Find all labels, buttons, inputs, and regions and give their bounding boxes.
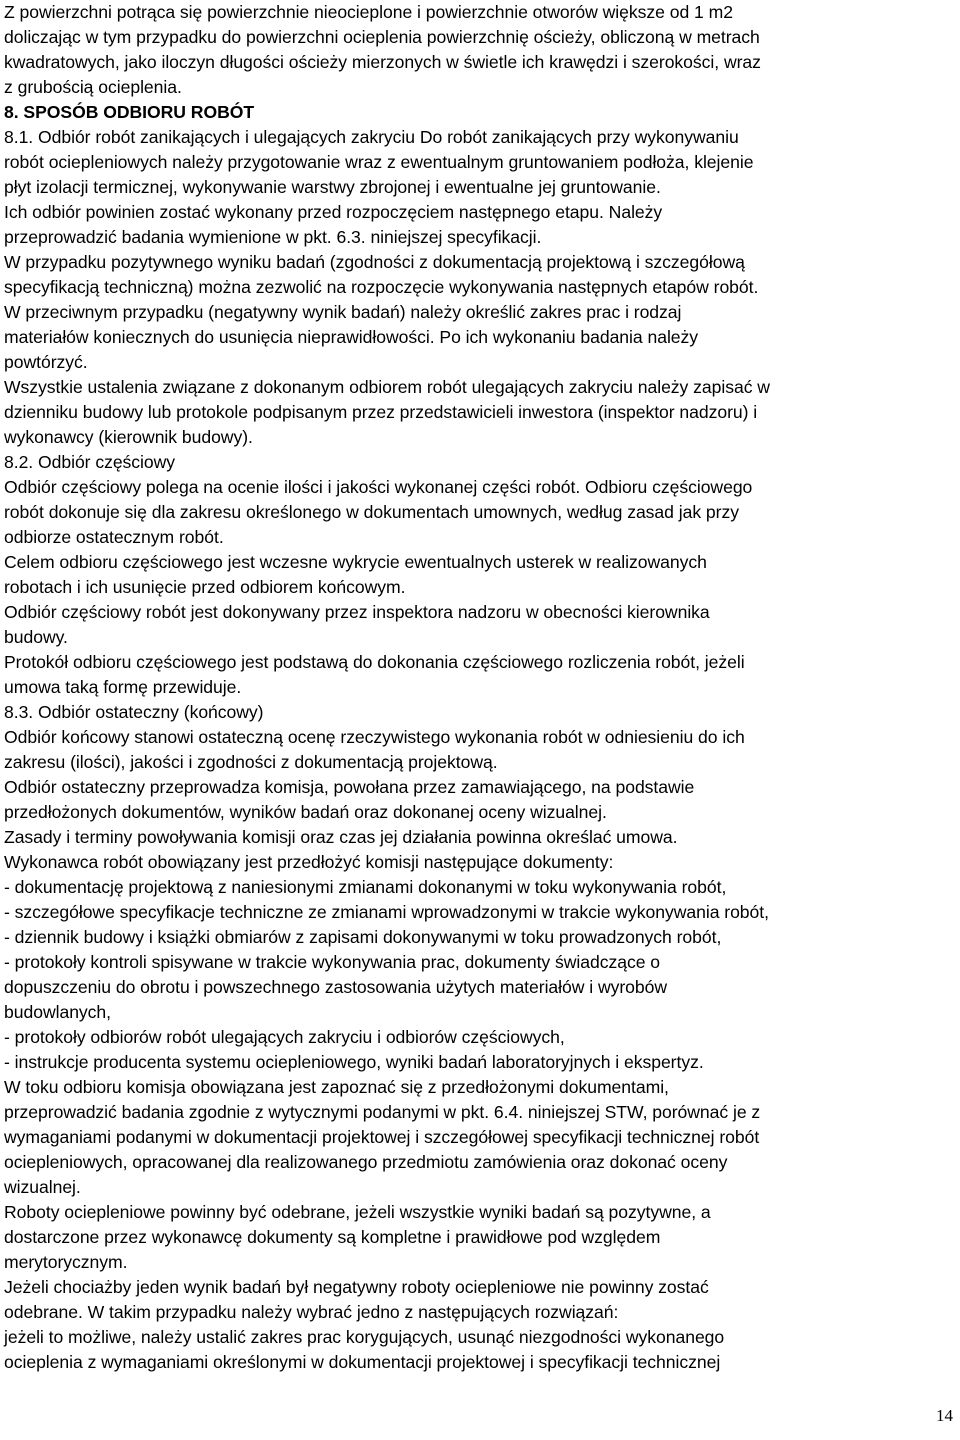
text-line: Protokół odbioru częściowego jest podstawą do dokonania częściowego rozliczenia robót, jeżeli [4,652,745,672]
text-line: 8.2. Odbiór częściowy [4,452,176,472]
text-line: umowa taką formę przewiduje. [4,677,242,697]
text-line: 8.3. Odbiór ostateczny (końcowy) [4,702,264,722]
text-line: Jeżeli chociażby jeden wynik badań był negatywny roboty ociepleniowe nie powinny zostać [4,1277,709,1297]
text-line: przedłożonych dokumentów, wyników badań oraz dokonanej oceny wizualnej. [4,802,607,822]
document-page [4,0,958,1375]
text-line: 8.1. Odbiór robót zanikających i ulegających zakryciu Do robót zanikających przy wykonywaniu [4,127,739,147]
text-line: dostarczone przez wykonawcę dokumenty są kompletne i prawidłowe pod względem [4,1227,661,1247]
text-line: Roboty ociepleniowe powinny być odebrane, jeżeli wszystkie wyniki badań są pozytywne, a [4,1202,711,1222]
text-line: Celem odbioru częściowego jest wczesne wykrycie ewentualnych usterek w realizowanych [4,552,707,572]
text-line: - dokumentację projektową z naniesionymi zmianami dokonanymi w toku wykonywania robót, [4,877,727,897]
text-line: - protokoły odbiorów robót ulegających zakryciu i odbiorów częściowych, [4,1027,565,1047]
text-line: Zasady i terminy powoływania komisji oraz czas jej działania powinna określać umowa. [4,827,678,847]
text-line: płyt izolacji termicznej, wykonywanie warstwy zbrojonej i ewentualne jej gruntowanie. [4,177,661,197]
text-line: budowy. [4,627,68,647]
text-line: Odbiór częściowy polega na ocenie ilości i jakości wykonanej części robót. Odbioru częściowego [4,477,753,497]
text-line: wymaganiami podanymi w dokumentacji projektowej i szczegółowej specyfikacji technicznej robót [4,1127,760,1147]
text-line: kwadratowych, jako iloczyn długości ościeży mierzonych w świetle ich krawędzi i szerokości, wraz [4,52,761,72]
text-line: W toku odbioru komisja obowiązana jest zapoznać się z przedłożonymi dokumentami, [4,1077,669,1097]
text-line: - instrukcje producenta systemu ociepleniowego, wyniki badań laboratoryjnych i ekspertyz. [4,1052,704,1072]
text-line: materiałów koniecznych do usunięcia nieprawidłowości. Po ich wykonaniu badania należy [4,327,699,347]
text-line: - szczegółowe specyfikacje techniczne ze zmianami wprowadzonymi w trakcie wykonywania robót, [4,902,769,922]
text-line: doliczając w tym przypadku do powierzchni ocieplenia powierzchnię ościeży, obliczoną w metrach [4,27,760,47]
text-line: odbiorze ostatecznym robót. [4,527,224,547]
text-line: wizualnej. [4,1177,81,1197]
text-line: Odbiór częściowy robót jest dokonywany przez inspektora nadzoru w obecności kierownika [4,602,710,622]
text-line: przeprowadzić badania wymienione w pkt. 6.3. niniejszej specyfikacji. [4,227,542,247]
page-number: 14 [936,1406,953,1425]
text-line: ociepleniowych, opracowanej dla realizowanego przedmiotu zamówienia oraz dokonać oceny [4,1152,728,1172]
text-line: Wykonawca robót obowiązany jest przedłożyć komisji następujące dokumenty: [4,852,614,872]
text-line: Odbiór ostateczny przeprowadza komisja, powołana przez zamawiającego, na podstawie [4,777,695,797]
text-line: - protokoły kontroli spisywane w trakcie wykonywania prac, dokumenty świadczące o [4,952,661,972]
text-line: ocieplenia z wymaganiami określonymi w dokumentacji projektowej i specyfikacji technicznej [4,1352,721,1372]
text-line: robót dokonuje się dla zakresu określonego w dokumentach umownych, według zasad jak przy [4,502,739,522]
section-heading: 8. SPOSÓB ODBIORU ROBÓT [4,102,255,122]
text-line: zakresu (ilości), jakości i zgodności z dokumentacją projektową. [4,752,498,772]
text-line: robót ociepleniowych należy przygotowanie wraz z ewentualnym gruntowaniem podłoża, klejenie [4,152,754,172]
text-line: W przypadku pozytywnego wyniku badań (zgodności z dokumentacją projektową i szczegółową [4,252,745,272]
text-line: - dziennik budowy i książki obmiarów z zapisami dokonywanymi w toku prowadzonych robót, [4,927,722,947]
text-line: Odbiór końcowy stanowi ostateczną ocenę rzeczywistego wykonania robót w odniesieniu do ich [4,727,745,747]
text-line: robotach i ich usunięcie przed odbiorem końcowym. [4,577,406,597]
text-line: Wszystkie ustalenia związane z dokonanym odbiorem robót ulegających zakryciu należy zapisać w [4,377,770,397]
text-line: Z powierzchni potrąca się powierzchnie nieocieplone i powierzchnie otworów większe od 1 m2 [4,2,733,22]
text-line: wykonawcy (kierownik budowy). [4,427,253,447]
text-line: budowlanych, [4,1002,111,1022]
text-line: odebrane. W takim przypadku należy wybrać jedno z następujących rozwiązań: [4,1302,619,1322]
text-line: dopuszczeniu do obrotu i powszechnego zastosowania użytych materiałów i wyrobów [4,977,668,997]
text-line: W przeciwnym przypadku (negatywny wynik badań) należy określić zakres prac i rodzaj [4,302,682,322]
text-line: dzienniku budowy lub protokole podpisanym przez przedstawicieli inwestora (inspektor nadzoru) i [4,402,758,422]
text-line: specyfikacją techniczną) można zezwolić na rozpoczęcie wykonywania następnych etapów robót. [4,277,759,297]
text-line: Ich odbiór powinien zostać wykonany przed rozpoczęciem następnego etapu. Należy [4,202,663,222]
text-line: merytorycznym. [4,1252,128,1272]
text-line: przeprowadzić badania zgodnie z wytycznymi podanymi w pkt. 6.4. niniejszej STW, porównać je z [4,1102,761,1122]
text-line: jeżeli to możliwe, należy ustalić zakres prac korygujących, usunąć niezgodności wykonanego [4,1327,725,1347]
text-line: powtórzyć. [4,352,88,372]
text-line: z grubością ocieplenia. [4,77,182,97]
